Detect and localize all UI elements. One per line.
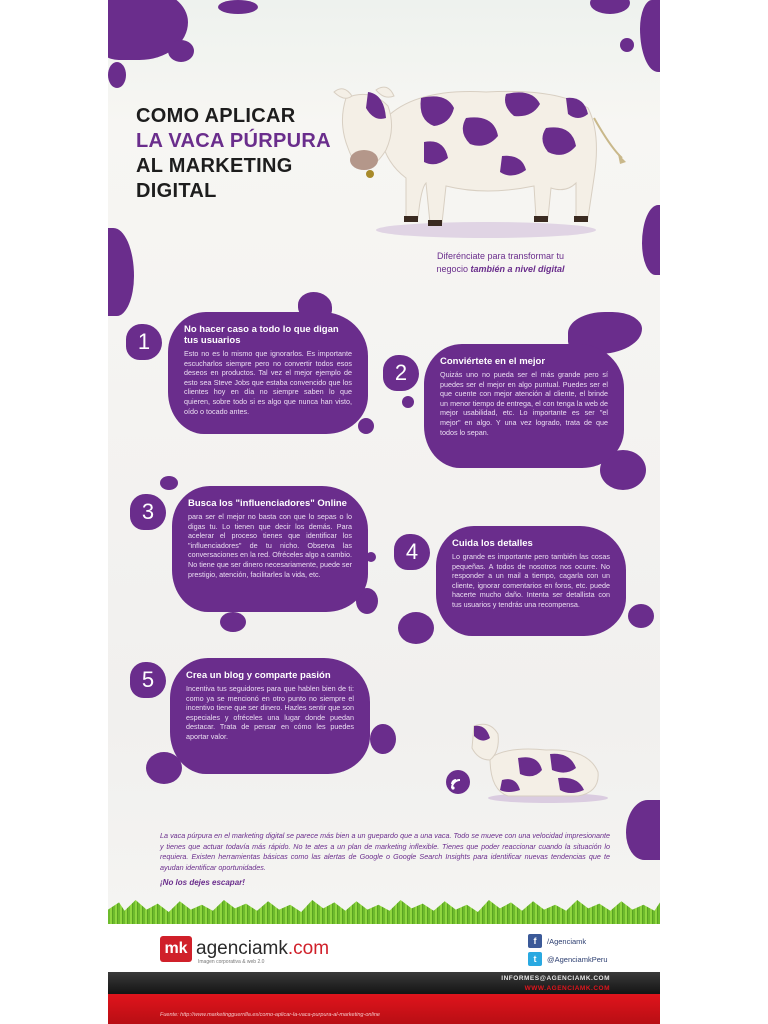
step-card-5 xyxy=(170,658,370,774)
title-line-2b: PÚRPURA xyxy=(229,130,331,152)
step-number-1: 1 xyxy=(126,324,162,360)
splat-dot xyxy=(220,612,246,632)
step-text-2: Quizás uno no pueda ser el más grande pero sí puedes ser el mejor en algo puntual. Puedes ser el que cuente con mejor atención al cliente, el brinde un menor tiempo de entrega, el con tenga la web de mejor usabilidad, etc. Lo importante es ser "el mejor" en algo. Y una vez logrado, trata de que todos lo sepan. xyxy=(440,370,608,437)
splat-dot xyxy=(402,396,414,408)
step-text-3: para ser el mejor no basta con que lo sepas o lo digas tu. Lo tienen que decir los demás. Para acelerar el proceso tienes que identificar los "influenciadores" de tu nicho. Observa las conversaciones en la red. Ofréceles algo a cambio. No tiene que ser dinero necesariamente, puede ser prestigio, atención, facilitarles la vida, etc. xyxy=(188,512,352,579)
splat-dot xyxy=(160,476,178,490)
mid-splat xyxy=(398,612,434,644)
step-card-2 xyxy=(424,344,624,468)
step-title-2: Conviértete en el mejor xyxy=(440,356,546,367)
source-credit: Fuente: http://www.marketingguerrilla.es/como-aplicar-la-vaca-purpura-al-marketing-online xyxy=(160,1012,380,1018)
title-line-1: COMO APLICAR xyxy=(136,105,296,127)
step-text-4: Lo grande es importante pero también las cosas pequeñas. A todos de nosotros nos ocurre. No responder a un mail a tiempo, cagarla con un cliente, ignorar comentarios en foros, etc. puede hacerte mucho daño. Intenta ser detallista con tus usuarios y tendrás una recompensa. xyxy=(452,552,610,609)
right-edge-splat xyxy=(642,205,660,275)
step-card-4 xyxy=(436,526,626,636)
step-number-4: 4 xyxy=(394,534,430,570)
facebook-icon: f xyxy=(528,934,542,948)
subtitle-line-2b: también a nivel digital xyxy=(470,264,565,274)
title-line-2a: LA VACA xyxy=(136,130,230,152)
purple-cow-illustration xyxy=(326,78,636,238)
step-number-2: 2 xyxy=(383,355,419,391)
step-number-5: 5 xyxy=(130,662,166,698)
closing-cta: ¡No los dejes escapar! xyxy=(160,878,245,887)
closing-paragraph: La vaca púrpura en el marketing digital se parece más bien a un guepardo que a una vaca. Todo se mueve con una velocidad impresionante y tienes que actuar todavía más rápido. No te ates a un plan de marketing inflexible. Tienes que poder reaccionar cuando la situación lo requiera. Existen herramientas básicas como las alertas de Google o Google Search Insights para identificar nuevas tendencias que te ayudan identificar oportunidades. xyxy=(160,831,610,872)
title-line-4: DIGITAL xyxy=(136,180,217,202)
footer-dark-bar xyxy=(108,972,660,994)
step-title-4: Cuida los detalles xyxy=(452,538,533,549)
step-text-1: Esto no es lo mismo que ignorarlos. Es importante escucharlos siempre pero no convertir todos esos deseos en productos. Tal vez el mejor ejemplo de esto sea Steve Jobs que estaba convencido que los clientes hoy en día no siempre saben lo que quieren, sobre todo si es algo que nunca han visto, oído o tocado antes. xyxy=(184,349,352,416)
right-edge-splat xyxy=(626,800,660,860)
logo-mark: mk xyxy=(160,936,192,962)
facebook-link[interactable] xyxy=(528,934,586,948)
splat-dot xyxy=(358,418,374,434)
step-title-1: No hacer caso a todo lo que digan tus usuarios xyxy=(184,324,339,346)
step-card-1 xyxy=(168,312,368,434)
logo-text-a: agenciamk xyxy=(196,938,288,959)
splat-dot xyxy=(620,38,634,52)
title-line-2 xyxy=(136,129,331,154)
infographic-poster xyxy=(108,0,660,1024)
subtitle-line-2 xyxy=(413,263,588,276)
subtitle xyxy=(413,250,588,276)
twitter-icon: t xyxy=(528,952,542,966)
step-title-5: Crea un blog y comparte pasión xyxy=(186,670,331,681)
subtitle-line-1: Diferénciate para transformar tu xyxy=(436,251,565,261)
right-edge-splat xyxy=(640,0,660,72)
splat-dot xyxy=(168,40,194,62)
step-number-3: 3 xyxy=(130,494,166,530)
website-link[interactable]: WWW.AGENCIAMK.COM xyxy=(524,985,610,992)
lying-cow-illustration xyxy=(438,718,608,806)
facebook-handle: /Agenciamk xyxy=(547,936,587,946)
logo-text xyxy=(196,938,329,960)
twitter-link[interactable] xyxy=(528,952,608,966)
corner-splat-top-right xyxy=(590,0,630,14)
logo-text-b: .com xyxy=(287,938,330,959)
subtitle-line-2a: negocio xyxy=(436,264,471,274)
lower-splat xyxy=(370,724,396,754)
step-title-3: Busca los "influenciadores" Online xyxy=(188,498,347,509)
footer-red-bar xyxy=(108,994,660,1024)
title-line-3: AL MARKETING xyxy=(136,155,293,177)
page-title xyxy=(136,104,331,204)
step-text-5: Incentiva tus seguidores para que hablen bien de ti: como ya se mencionó en otro punto no siempre el incentivo tiene que ser dinero. Hazles sentir que son especiales y ofréceles una lugar donde puedan destacar. Trata de pensar en cómo les puedes aportar valor. xyxy=(186,684,354,741)
grass-strip xyxy=(108,900,660,924)
splat-dot xyxy=(218,0,258,14)
footer xyxy=(108,924,660,1024)
logo-tagline: Imagen corporativa & web 2.0 xyxy=(198,959,265,965)
email-link[interactable]: INFORMES@AGENCIAMK.COM xyxy=(501,975,610,982)
splat-dot xyxy=(108,62,126,88)
left-edge-splat xyxy=(108,228,134,316)
step-card-3 xyxy=(172,486,368,612)
splat-dot xyxy=(628,604,654,628)
twitter-handle: @AgenciamkPeru xyxy=(547,954,608,964)
